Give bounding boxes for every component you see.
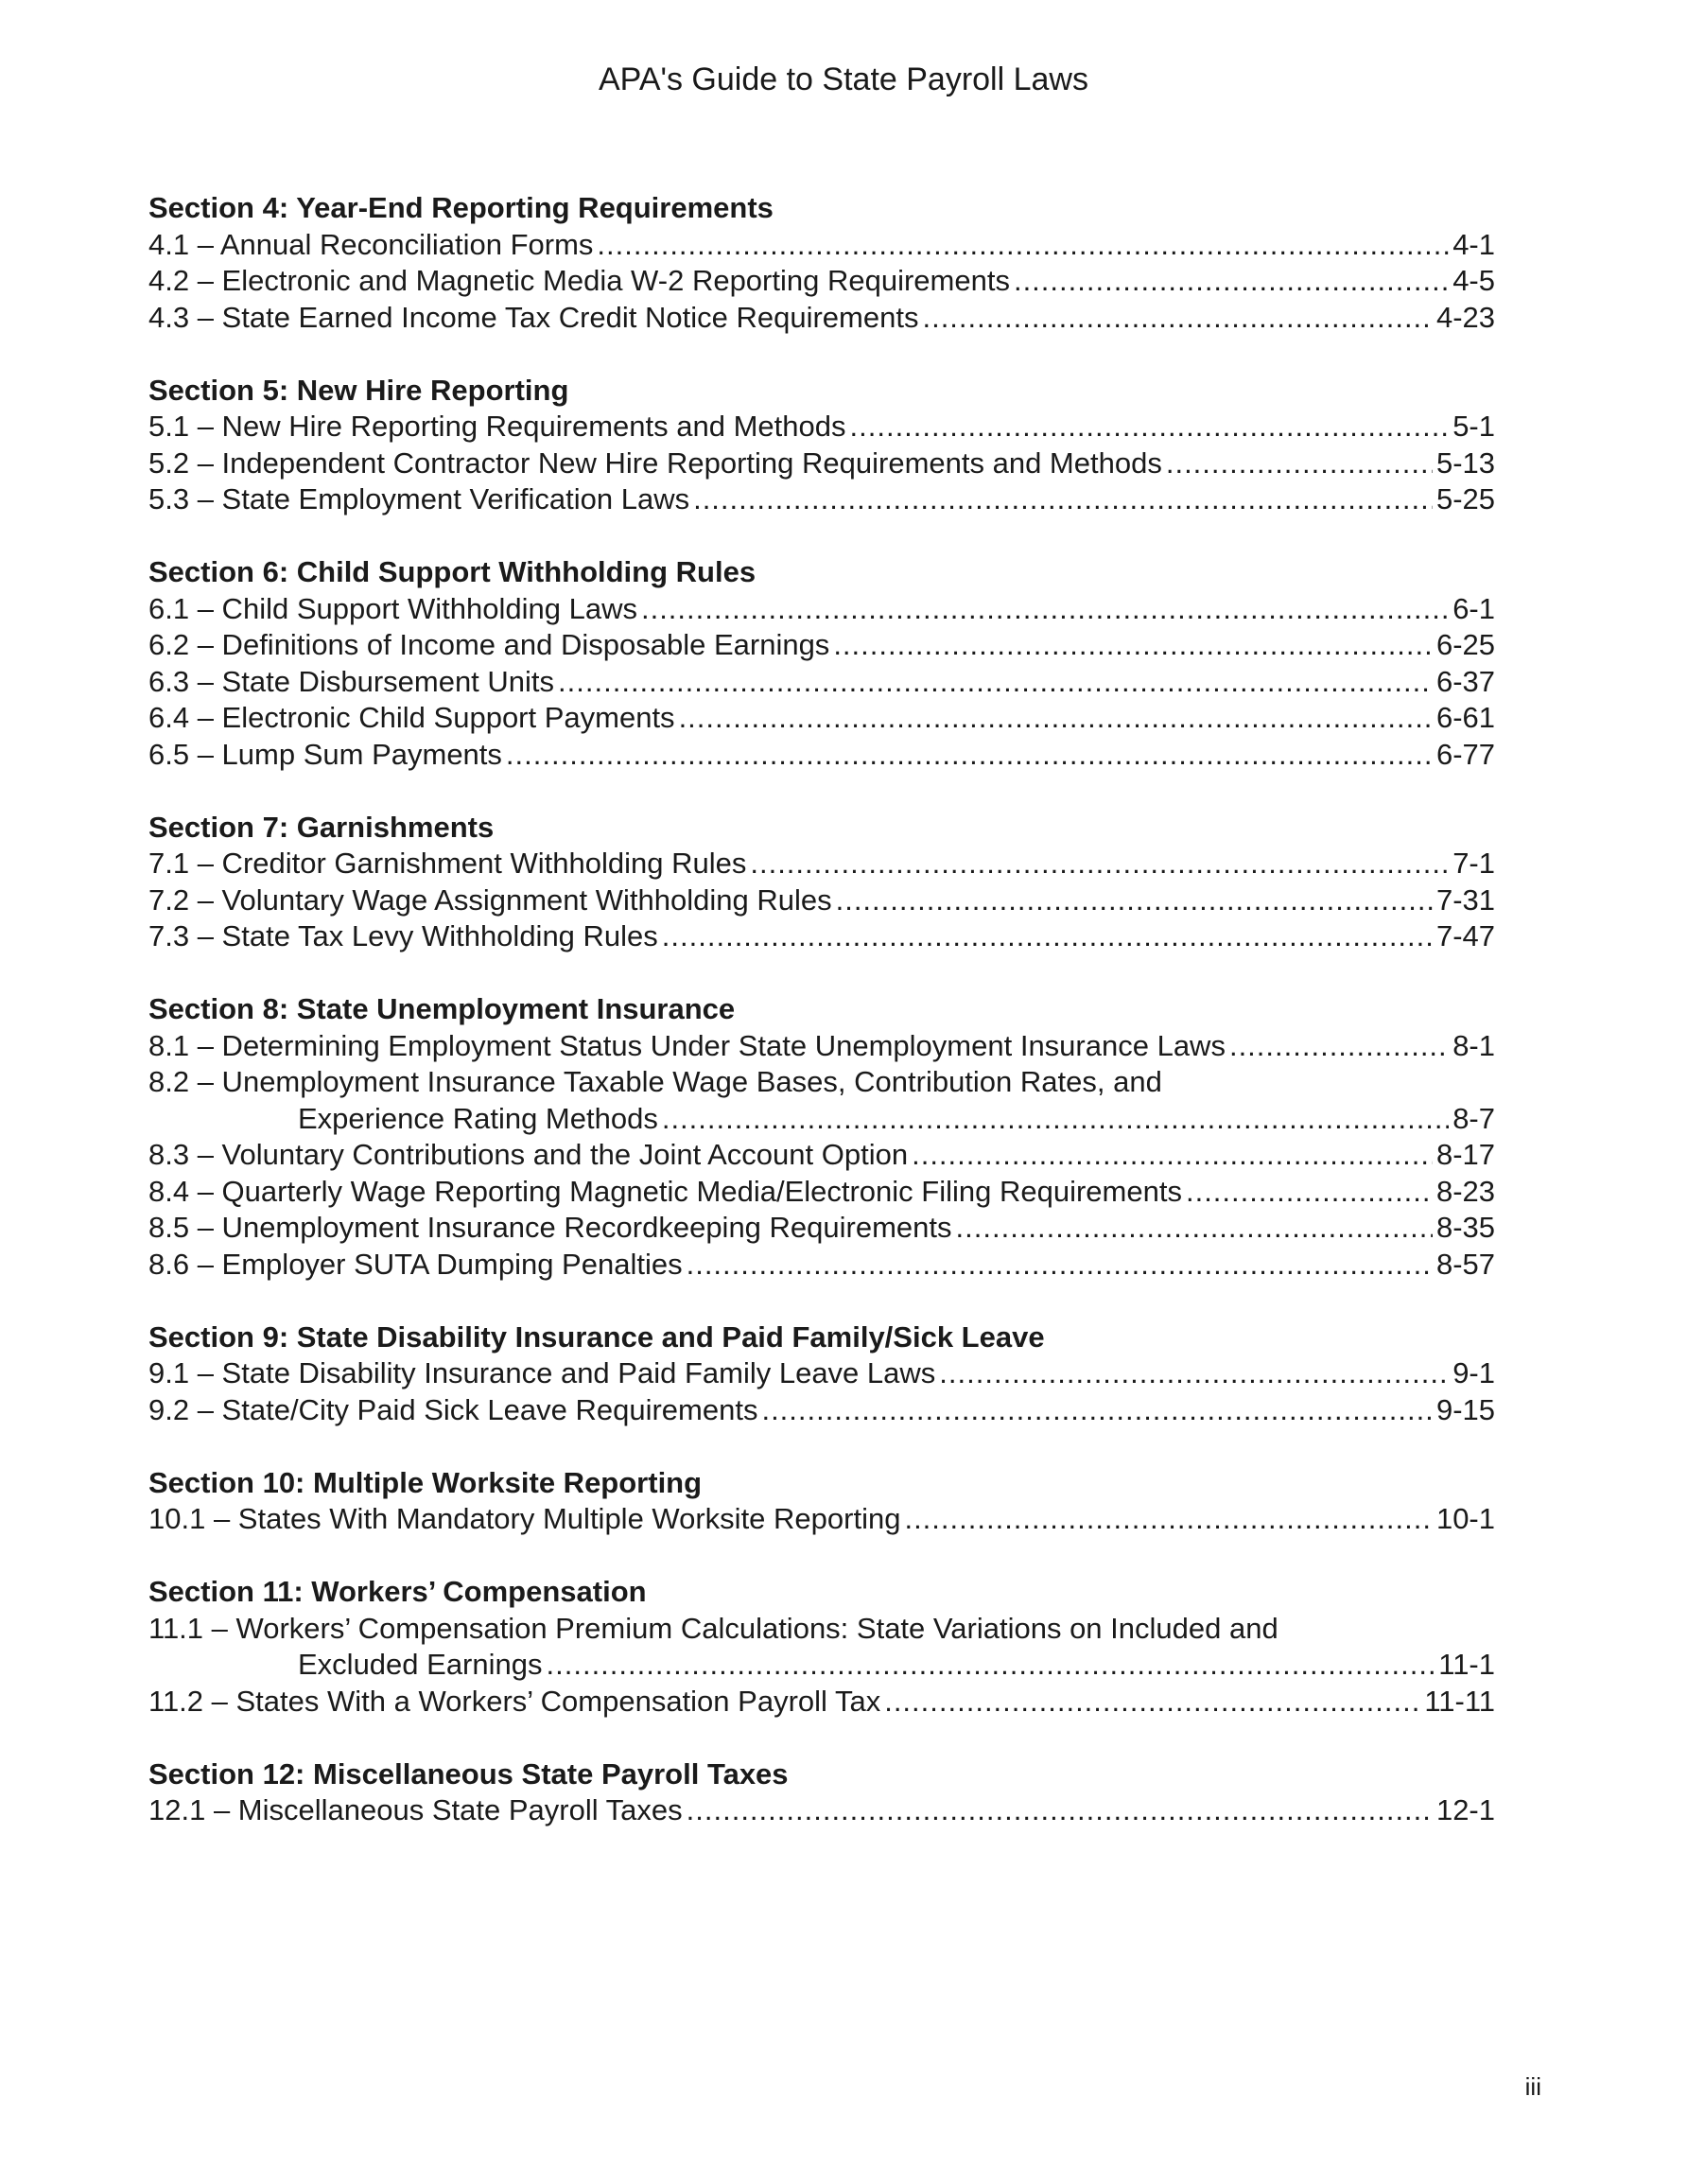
section-title: Section 4: Year-End Reporting Requirements: [148, 191, 774, 224]
toc-entry[interactable]: [148, 1355, 1495, 1392]
toc-entry-label: 5.1 – New Hire Reporting Requirements and Methods: [148, 410, 846, 443]
page-header-title: APA's Guide to State Payroll Laws: [598, 61, 1088, 97]
toc-entry-label: 11.1 – Workers’ Compensation Premium Calculations: State Variations on Included and: [148, 1611, 1278, 1645]
toc-entry-page: 8-57: [1435, 1247, 1495, 1281]
toc-section: [148, 1756, 1495, 1829]
section-spacer: [148, 1428, 1495, 1465]
dot-leader: [547, 1647, 1435, 1684]
section-title: Section 9: State Disability Insurance and Paid Family/Sick Leave: [148, 1319, 1045, 1354]
dot-leader: [687, 1247, 1433, 1284]
dot-leader: [922, 300, 1432, 337]
dot-leader: [956, 1210, 1433, 1247]
toc-section: [148, 1574, 1495, 1720]
toc-section: [148, 1465, 1495, 1538]
toc-entry-page: 4-23: [1435, 300, 1495, 334]
dot-leader: [750, 846, 1449, 882]
dot-leader: [693, 481, 1433, 518]
section-spacer: [148, 518, 1495, 555]
section-spacer: [148, 1283, 1495, 1319]
toc-entry[interactable]: [148, 1247, 1495, 1284]
toc-entry-label: 6.5 – Lump Sum Payments: [148, 737, 502, 771]
toc-entry-multiline[interactable]: [148, 1611, 1495, 1684]
toc-entry-label: 9.2 – State/City Paid Sick Leave Requirements: [148, 1392, 758, 1426]
toc-entry[interactable]: [148, 846, 1495, 882]
dot-leader: [1229, 1028, 1449, 1065]
toc-entry-page: 6-37: [1435, 664, 1495, 698]
toc-entry[interactable]: [148, 1792, 1495, 1829]
section-title: Section 11: Workers’ Compensation: [148, 1575, 647, 1608]
toc-entry-page: 7-47: [1435, 919, 1495, 952]
toc-entry[interactable]: [148, 882, 1495, 919]
section-title: Section 10: Multiple Worksite Reporting: [148, 1465, 703, 1499]
toc-entry-label: 12.1 – Miscellaneous State Payroll Taxes: [148, 1793, 683, 1826]
dot-leader: [904, 1501, 1433, 1538]
toc-entry-page: 5-13: [1435, 446, 1495, 480]
table-of-contents: [148, 190, 1495, 1829]
toc-entry-page: 4-5: [1452, 264, 1495, 297]
toc-entry-label: Excluded Earnings: [298, 1648, 543, 1681]
toc-entry[interactable]: [148, 1210, 1495, 1247]
toc-entry-page: 6-61: [1435, 701, 1495, 734]
toc-entry-label: 8.3 – Voluntary Contributions and the Joint Account Option: [148, 1138, 909, 1171]
toc-entry[interactable]: [148, 227, 1495, 264]
toc-entry[interactable]: [148, 1392, 1495, 1429]
toc-entry[interactable]: [148, 918, 1495, 955]
toc-entry-label: Experience Rating Methods: [298, 1101, 658, 1135]
toc-entry-multiline[interactable]: [148, 1064, 1495, 1137]
toc-section: [148, 1319, 1495, 1429]
dot-leader: [662, 918, 1433, 955]
dot-leader: [850, 409, 1450, 446]
dot-leader: [939, 1355, 1449, 1392]
toc-entry[interactable]: [148, 1684, 1495, 1721]
page-number: iii: [1524, 2072, 1541, 2101]
toc-entry-page: 5-1: [1452, 410, 1495, 443]
section-spacer: [148, 773, 1495, 810]
toc-section: [148, 190, 1495, 336]
dot-leader: [558, 664, 1433, 701]
toc-entry[interactable]: [148, 1137, 1495, 1174]
toc-entry-page: 12-1: [1435, 1793, 1495, 1826]
toc-entry-page: 8-35: [1435, 1211, 1495, 1244]
toc-entry-label: 7.2 – Voluntary Wage Assignment Withholding Rules: [148, 882, 832, 917]
toc-entry-label: 4.2 – Electronic and Magnetic Media W-2 Reporting Requirements: [148, 264, 1010, 297]
toc-entry-label: 8.6 – Employer SUTA Dumping Penalties: [148, 1247, 683, 1281]
toc-entry-label: 8.1 – Determining Employment Status Under State Unemployment Insurance Laws: [148, 1028, 1226, 1062]
toc-entry-label: 6.4 – Electronic Child Support Payments: [148, 701, 675, 734]
dot-leader: [1166, 446, 1433, 482]
toc-entry-label: 5.2 – Independent Contractor New Hire Reporting Requirements and Methods: [148, 446, 1162, 480]
toc-entry-label: 6.3 – State Disbursement Units: [148, 664, 555, 698]
dot-leader: [687, 1792, 1433, 1829]
dot-leader: [641, 591, 1449, 628]
toc-entry[interactable]: [148, 627, 1495, 664]
toc-section: [148, 810, 1495, 955]
toc-entry-page: 7-1: [1452, 847, 1495, 880]
toc-entry[interactable]: [148, 737, 1495, 774]
dot-leader: [836, 882, 1433, 919]
toc-entry[interactable]: [148, 446, 1495, 482]
toc-entry[interactable]: [148, 263, 1495, 300]
toc-section: [148, 554, 1495, 773]
toc-entry-label: 5.3 – State Employment Verification Laws: [148, 482, 690, 515]
toc-entry-page: 9-15: [1435, 1392, 1495, 1426]
dot-leader: [506, 737, 1433, 774]
toc-entry-label: 6.2 – Definitions of Income and Disposable Earnings: [148, 628, 830, 661]
toc-entry-label: 6.1 – Child Support Withholding Laws: [148, 591, 637, 625]
toc-entry-page: 5-25: [1435, 482, 1495, 515]
toc-entry-label: 11.2 – States With a Workers’ Compensation Payroll Tax: [148, 1684, 881, 1718]
dot-leader: [833, 627, 1433, 664]
toc-entry-page: 6-25: [1435, 628, 1495, 661]
section-spacer: [148, 336, 1495, 373]
dot-leader: [1014, 263, 1449, 300]
section-spacer: [148, 1538, 1495, 1575]
toc-entry-label: 8.2 – Unemployment Insurance Taxable Wage Bases, Contribution Rates, and: [148, 1065, 1162, 1098]
section-title: Section 7: Garnishments: [148, 810, 495, 844]
section-title: Section 5: New Hire Reporting: [148, 373, 569, 407]
toc-entry[interactable]: [148, 700, 1495, 737]
toc-entry-label: 4.1 – Annual Reconciliation Forms: [148, 227, 594, 261]
toc-entry-page: 11-1: [1438, 1648, 1495, 1681]
toc-entry[interactable]: [148, 1501, 1495, 1538]
section-spacer: [148, 955, 1495, 992]
toc-entry-page: 8-23: [1435, 1174, 1495, 1208]
toc-entry-label: 7.3 – State Tax Levy Withholding Rules: [148, 919, 658, 952]
toc-entry-page: 6-1: [1452, 591, 1495, 625]
toc-entry-label: 9.1 – State Disability Insurance and Paid Family Leave Laws: [148, 1356, 936, 1389]
toc-entry-label: 8.5 – Unemployment Insurance Recordkeeping Requirements: [148, 1211, 952, 1244]
toc-section: [148, 373, 1495, 518]
toc-entry[interactable]: [148, 1174, 1495, 1211]
dot-leader: [884, 1684, 1420, 1721]
dot-leader: [597, 227, 1449, 264]
toc-entry-label: 8.4 – Quarterly Wage Reporting Magnetic Media/Electronic Filing Requirements: [148, 1174, 1182, 1208]
toc-entry-page: 8-7: [1452, 1101, 1495, 1135]
toc-entry-label: 10.1 – States With Mandatory Multiple Worksite Reporting: [148, 1502, 901, 1535]
section-spacer: [148, 1720, 1495, 1756]
toc-entry[interactable]: [148, 300, 1495, 337]
toc-entry[interactable]: [148, 1101, 1495, 1138]
toc-entry-page: 8-17: [1435, 1138, 1495, 1171]
toc-entry-page: 4-1: [1452, 227, 1495, 261]
toc-entry-page: 7-31: [1435, 882, 1495, 917]
dot-leader: [761, 1392, 1433, 1429]
toc-entry-page: 11-11: [1424, 1684, 1495, 1718]
toc-entry-label: 4.3 – State Earned Income Tax Credit Notice Requirements: [148, 300, 919, 334]
toc-entry-page: 8-1: [1452, 1028, 1495, 1062]
toc-entry[interactable]: [148, 591, 1495, 628]
dot-leader: [679, 700, 1433, 737]
toc-entry[interactable]: [148, 1647, 1495, 1684]
section-title: Section 6: Child Support Withholding Rules: [148, 555, 757, 588]
section-title: Section 12: Miscellaneous State Payroll Taxes: [148, 1756, 789, 1791]
dot-leader: [662, 1101, 1449, 1138]
toc-entry[interactable]: [148, 481, 1495, 518]
dot-leader: [1186, 1174, 1433, 1211]
toc-entry[interactable]: [148, 664, 1495, 701]
toc-entry[interactable]: [148, 1028, 1495, 1065]
dot-leader: [912, 1137, 1433, 1174]
toc-section: [148, 991, 1495, 1283]
section-title: Section 8: State Unemployment Insurance: [148, 992, 736, 1025]
toc-entry-page: 10-1: [1435, 1502, 1495, 1535]
toc-entry-page: 9-1: [1452, 1356, 1495, 1389]
toc-entry-page: 6-77: [1435, 737, 1495, 771]
toc-entry-label: 7.1 – Creditor Garnishment Withholding Rules: [148, 847, 747, 880]
toc-entry[interactable]: [148, 409, 1495, 446]
